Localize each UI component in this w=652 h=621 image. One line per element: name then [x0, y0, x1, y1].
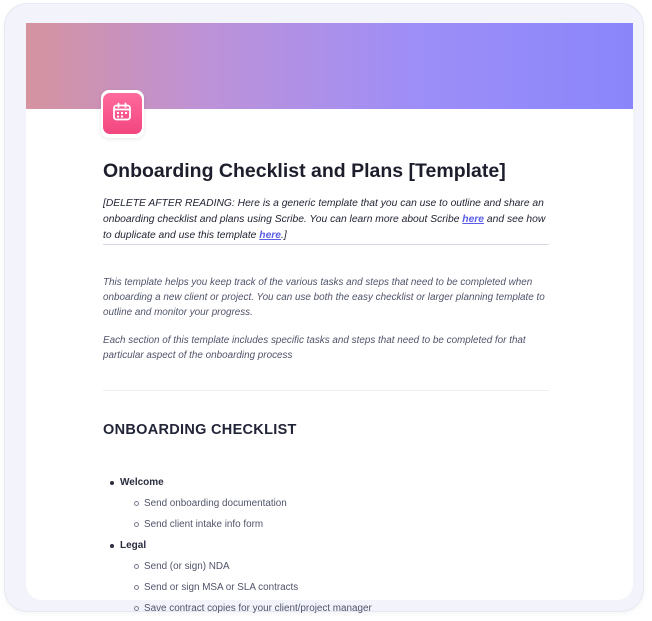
notice-text-1: [DELETE AFTER READING: Here is a generic template that you can use to outline and share an onboarding checklist and plans using Scribe. You can learn more about Scribe — [103, 198, 544, 225]
circle-bullet-icon — [134, 501, 139, 506]
list-item-label: Legal — [120, 540, 147, 551]
divider — [103, 390, 549, 391]
sub-list-item-label: Send onboarding documentation — [144, 498, 287, 509]
sub-list-item-label: Send or sign MSA or SLA contracts — [144, 582, 299, 593]
duplicate-template-link[interactable]: here — [259, 230, 282, 241]
checklist-heading: ONBOARDING CHECKLIST — [103, 422, 297, 438]
intro-paragraph-1: This template helps you keep track of the various tasks and steps that need to be completed when onboarding a new client or project. You can use both the easy checklist or larger planning template to outline and monitor your progress. — [103, 277, 545, 318]
notice-text-2: and see how to duplicate and use this template — [103, 214, 546, 241]
learn-more-link[interactable]: here — [462, 214, 485, 225]
sub-list-item-label: Send (or sign) NDA — [144, 561, 230, 572]
bullet-icon — [110, 544, 114, 548]
sub-list-item-label: Save contract copies for your client/project manager — [144, 603, 372, 614]
circle-bullet-icon — [134, 606, 139, 611]
page-title: Onboarding Checklist and Plans [Template] — [103, 160, 506, 182]
circle-bullet-icon — [134, 564, 139, 569]
notice-text-3: .] — [281, 230, 287, 241]
sub-list-item-label: Send client intake info form — [144, 519, 264, 530]
page-icon-button[interactable] — [101, 90, 144, 138]
circle-bullet-icon — [134, 585, 139, 590]
list-item-label: Welcome — [120, 477, 164, 488]
divider — [103, 244, 549, 245]
document-page — [26, 23, 633, 614]
calendar-icon — [112, 102, 132, 122]
bullet-icon — [110, 481, 114, 485]
app-frame — [5, 4, 643, 614]
circle-bullet-icon — [134, 522, 139, 527]
delete-notice — [103, 196, 549, 244]
intro-paragraph-2: Each section of this template includes specific tasks and steps that need to be completed for that particular aspect of the onboarding process — [103, 335, 526, 361]
